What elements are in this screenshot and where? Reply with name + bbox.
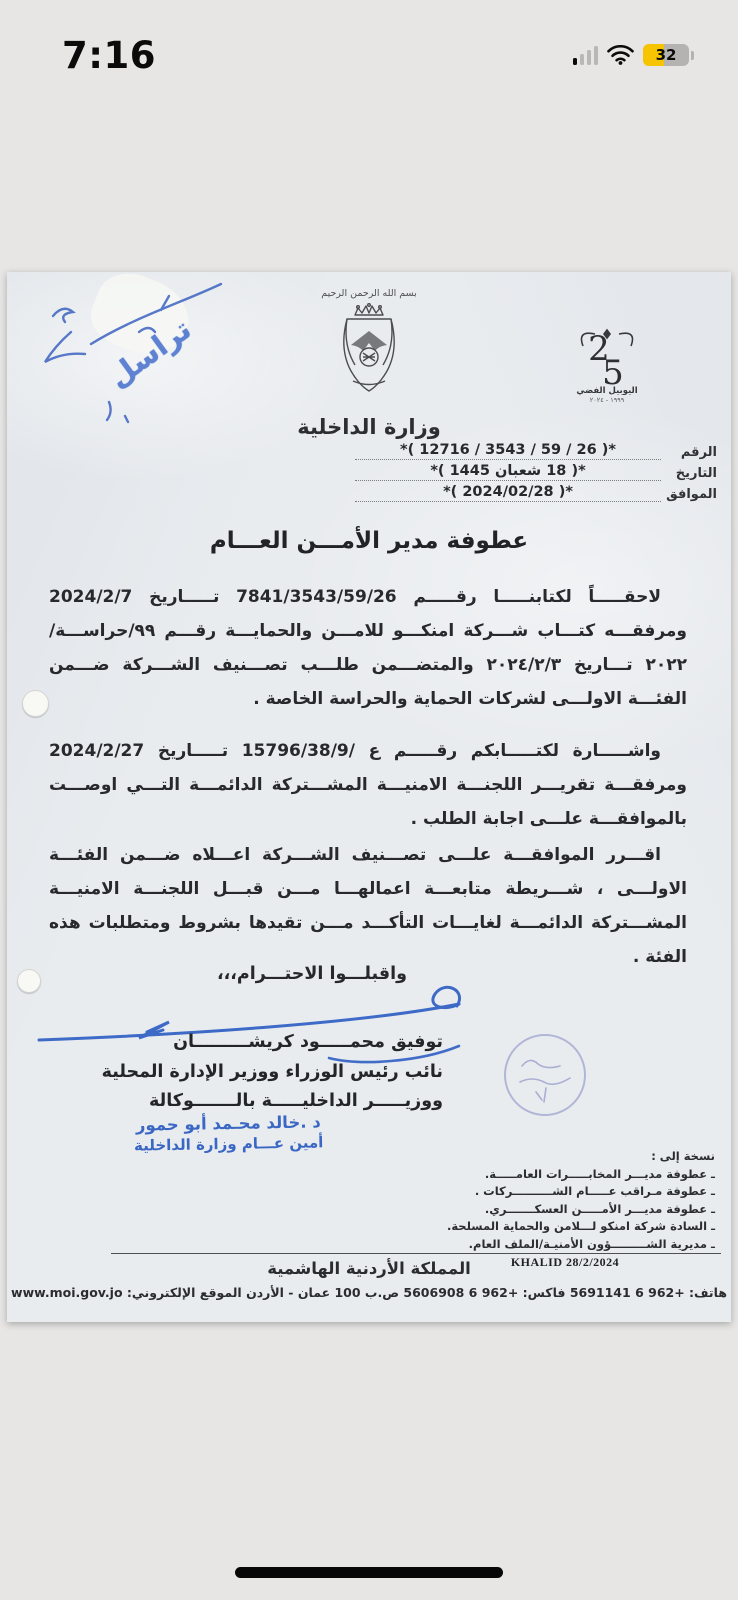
reference-block [355,442,717,505]
cc-item: ـ عطوفة مديـــر الأمـــــن العسكـــــــري. [484,1201,715,1216]
footer-divider [111,1253,721,1254]
royal-crest-icon [311,301,427,413]
signatory-title-1: نائب رئيس الوزراء ووزير الإدارة المحلية [101,1061,443,1082]
jubilee-logo [563,322,651,404]
status-bar [0,0,738,92]
battery-nub [691,51,694,60]
ref-gregorian-label: الموافق [666,487,717,502]
svg-text:2: 2 [588,329,610,369]
cc-item: ـ عطوفة مـراقب عـــــام الشــــــــــركات . [474,1184,715,1198]
signatory-title-2: ووزيـــــر الداخليـــــة بالـــــــوكالة [149,1091,443,1111]
paragraph-2: واشـــــارة لكتـــــابكم رقـــــم ع /15796/38/9 تـــــاريخ 2024/2/27 ومرفقـــة تقريـــر اللجنـــة الامنيـــة المشـــتركة الدائمـــة التـــي اوصـــت بالموافقـــة علـــى اجابة الطلب . [49,741,687,829]
basmala-text: بسم الله الرحمن الرحيم [321,288,417,299]
letter-title: عطوفة مدير الأمـــن العـــام [209,528,529,554]
signatory-block [29,1028,443,1117]
cc-item: ـ عطوفة مديـــر المخابـــــرات العامـــــة. [484,1166,715,1181]
clock: 7:16 [62,33,157,77]
round-ink-stamp [504,1034,586,1116]
cc-heading: نسخة إلى : [651,1149,715,1163]
ref-number-value: *( 26 / 59 / 3543 / 12716 )* [355,442,661,460]
battery-percent: 32 [655,46,677,64]
cc-item: ـ السادة شركة امنكو لـــلامن والحماية المسلحة. [446,1219,715,1233]
paragraph-3: اقـــرر الموافقـــة علـــى تصـــنيف الشـــركة اعـــلاه ضـــمن الفئـــة الاولـــى ، شـــريطة متابعـــة اعمالهـــا مـــن قبـــل اللجنـــة الامنيـــة المشـــتركة الدائمـــة لغايـــات التأكـــد مـــن تقيدها بشروط ومتطلبات هذه الفئة . [49,845,687,967]
secretary-name: د .خالد محـمد أبو حمور [135,1112,321,1135]
cc-item: ـ مديرية الشـــــــــؤون الأمنيـة/الملف العام. [468,1236,715,1251]
scanned-letter [7,272,731,1322]
ref-date-value: *( 18 شعبان 1445 )* [355,463,661,481]
ref-date-label: التاريخ [675,466,717,481]
ministry-name-calligraphy: وزارة الداخلية [297,415,441,439]
jubilee-years: ١٩٩٩ - ٢٠٢٤ [589,396,625,404]
signatory-name: توفيق محمـــــود كريشـــــــــان [173,1032,443,1052]
ref-number-label: الرقم [680,445,717,460]
cellular-signal-icon [573,45,599,65]
wifi-icon [607,45,634,65]
contact-line: هاتف: +962 6 5691141 فاكس: +962 6 5606908 ص.ب 100 عمان - الأردن الموقع الإلكتروني: www.moi.gov.jo [11,1285,727,1300]
battery-icon [643,44,689,66]
closing-salutation: واقبلـــوا الاحتـــرام،،، [216,964,407,984]
typist-note: KHALID 28/2/2024 [510,1255,620,1269]
secretary-title: أمين عـــام وزارة الداخلية [133,1133,324,1155]
jubilee-label: اليوبيل الفضي [576,386,638,396]
kingdom-name: المملكة الأردنية الهاشمية [267,1259,471,1278]
tarasol-routing-stamp: تراسل [101,311,198,395]
svg-text:5: 5 [602,353,624,390]
home-indicator[interactable] [235,1567,503,1578]
paragraph-1: لاحقـــــاً لكتابنـــــا رقـــــم 7841/3543/59/26 تـــــاريخ 2024/2/7 ومرفقـــه كتـــاب شـــركة امنكـــو للامـــن والحمايـــة رقـــم ٩٩/حراســـة/٢٠٢٢ تـــاريخ ٢٠٢٤/٢/٣ والمتضـــمن طلـــب تصـــنيف الشـــركة ضـــمن الفئـــة الاولـــى لشركات الحماية والحراسة الخاصة . [49,587,687,709]
ref-gregorian-value: *( 2024/02/28 )* [355,484,661,502]
secretary-stamp [111,1112,347,1155]
